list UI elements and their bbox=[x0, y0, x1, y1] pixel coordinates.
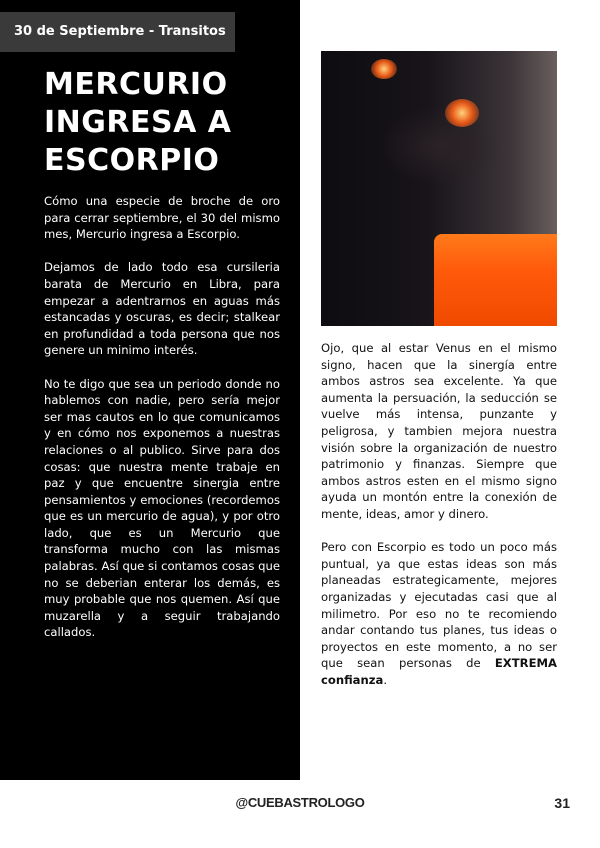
right-paragraph-1: Ojo, que al estar Venus en el mismo signo, hacen que la sinergía entre ambos astros sea excelente. Ya que aumenta la persuación, la seducción se vuelve más intensa, punzante y peligrosa, y tambien mejora nuestra visión sobre la organización de nuestro patrimonio y finanzas. Siempre que ambos astros esten en el mismo signo ayuda un montón entre la conexión de mente, ideas, amor y dinero. bbox=[321, 341, 557, 521]
left-paragraph-2: Dejamos de lado todo esa cursileria barata de Mercurio en Libra, para empezar a adentrarnos en aguas más estancadas y oscuras, es decir; stalkear en profundidad a toda persona que nos genere un minimo interés. bbox=[44, 260, 280, 358]
left-column-text bbox=[44, 193, 280, 658]
title-line-1: MERCURIO bbox=[44, 67, 228, 102]
title-line-2: INGRESA A bbox=[44, 105, 232, 140]
right-paragraph-2-text: Pero con Escorpio es todo un poco más puntual, ya que estas ideas son más planeadas estrategicamente, mejores organizadas y ejecutadas casi que al milimetro. Por eso no te recomiendo andar contando tus planes, tus ideas o proyectos en este momento, a no ser que sean personas de bbox=[321, 540, 557, 671]
emphasis-text: EXTREMA confianza bbox=[321, 656, 557, 687]
page-number: 31 bbox=[554, 795, 570, 811]
right-paragraph-2 bbox=[321, 539, 557, 688]
footer-handle: @CUEBASTROLOGO bbox=[235, 795, 365, 810]
page-title bbox=[44, 66, 284, 180]
cat-candle-photo bbox=[321, 51, 557, 326]
left-paragraph-1: Cómo una especie de broche de oro para cerrar septiembre, el 30 del mismo mes, Mercurio ingresa a Escorpio. bbox=[44, 194, 280, 242]
right-paragraph-2-end: . bbox=[383, 672, 388, 687]
orange-candle bbox=[434, 234, 557, 326]
title-line-3: ESCORPIO bbox=[44, 143, 220, 178]
right-column-text bbox=[321, 340, 557, 705]
glowing-eye-right bbox=[445, 99, 479, 127]
left-paragraph-3: No te digo que sea un periodo donde no hablemos con nadie, pero sería mejor ser mas cautos en lo que comunicamos y en cómo nos exponemos a nuestras relaciones o al publico. Sirve para dos cosas: que nuestra mente trabaje en paz y que encuentre sinergia entre pensamientos y emociones (recordemos que es un mercurio de agua), y por otro lado, que es un Mercurio que transforma mucho con las mismas palabras. Así que si contamos cosas que no se deberian enterar los demás, es muy probable que nos quemen. Así que muzarella y a seguir trabajando callados. bbox=[44, 376, 280, 640]
glowing-eye-left bbox=[371, 59, 397, 79]
date-tag: 30 de Septiembre - Transitos bbox=[0, 12, 235, 52]
